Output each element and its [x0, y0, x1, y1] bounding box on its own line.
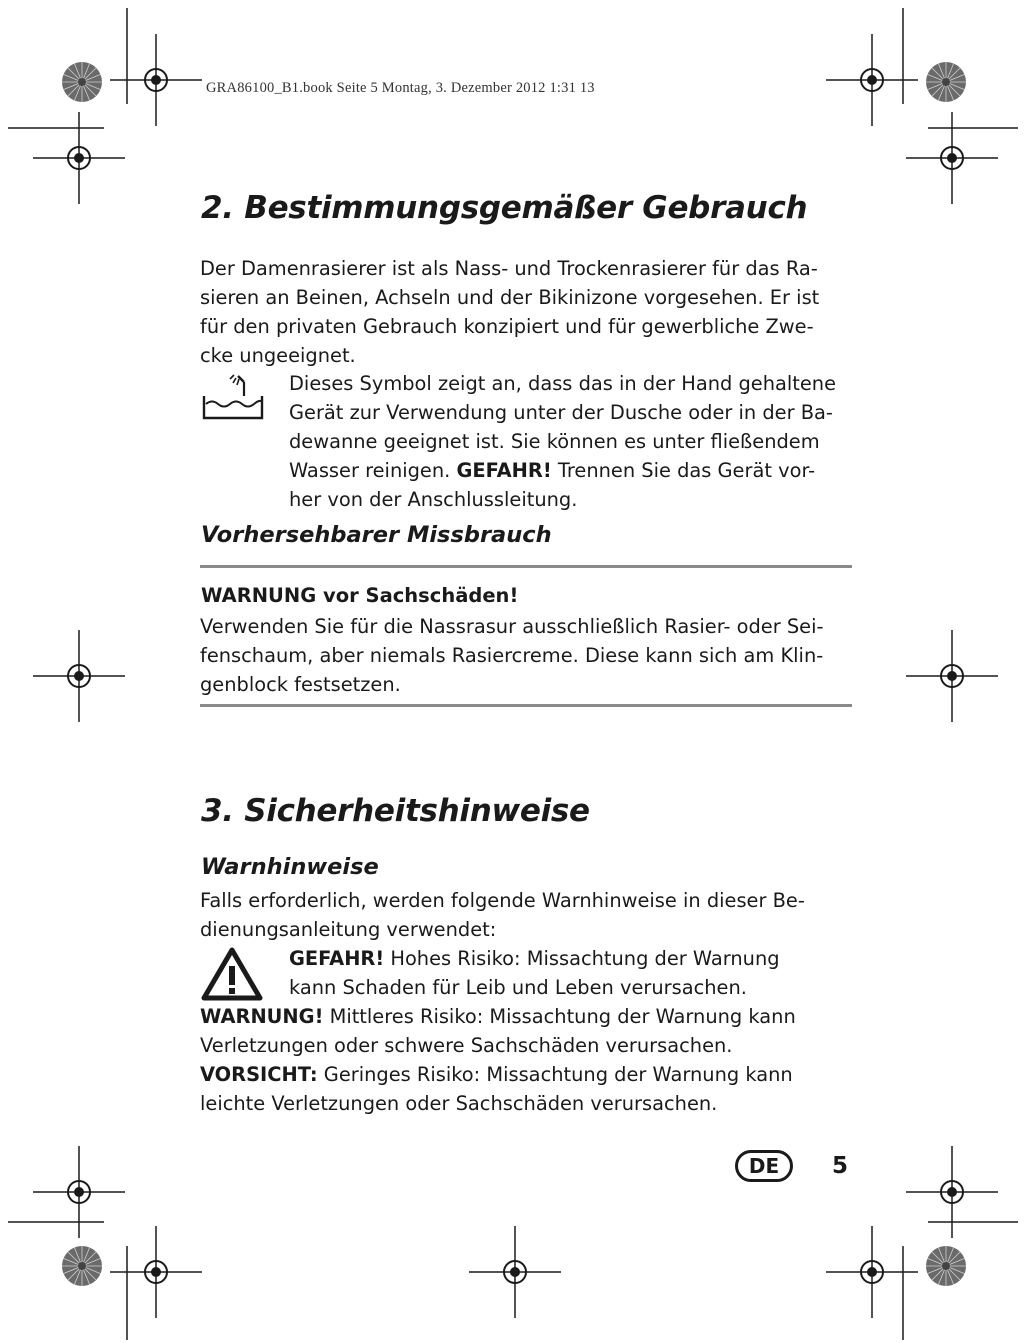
section-2-title: 2. Bestimmungsgemäßer Gebrauch: [201, 190, 808, 226]
section-3-title: 3. Sicherheitshinweise: [201, 793, 590, 829]
warning-label: WARNUNG!: [200, 1005, 324, 1028]
color-target-icon-br: [926, 1246, 966, 1286]
page-number: 5: [832, 1153, 849, 1179]
warning-triangle-icon: [200, 946, 264, 1002]
warning-property-title: WARNUNG vor Sachschäden!: [201, 584, 519, 607]
danger-definition: GEFAHR! Hohes Risiko: Missachtung der Warnung kann Schaden für Leib und Leben verursachen.: [289, 947, 780, 999]
warning-caution-definitions: WARNUNG! Mittleres Risiko: Missachtung der Warnung kann Verletzungen oder schwere Sachschäden verursachen. VORSICHT: Geringes Risiko: Missachtung der Warnung kann leichte Verletzungen oder Sachschäden verursachen.: [200, 1005, 796, 1115]
misuse-title: Vorhersehbarer Missbrauch: [201, 522, 552, 548]
warning-property-text: Verwenden Sie für die Nassrasur ausschließlich Rasier- oder Sei- fenschaum, aber niemals Rasiercreme. Diese kann sich am Klin- genblock festsetzen.: [200, 615, 824, 696]
color-target-icon-tl: [62, 62, 102, 102]
symbol-description: Dieses Symbol zeigt an, dass das in der Hand gehaltene Gerät zur Verwendung unter der Dusche oder in der Ba- dewanne geeignet ist. Sie können es unter fließendem Wasser reinigen. GEFAHR! Trennen Sie das Gerät vor- her von der Anschlussleitung.: [289, 372, 837, 511]
danger-inline-label: GEFAHR!: [456, 459, 552, 482]
section-2-intro: Der Damenrasierer ist als Nass- und Trockenrasierer für das Ra- sieren an Beinen, Achseln und der Bikinizone vorgesehen. Er ist für den privaten Gebrauch konzipiert und für gewerbliche Zwe- cke ungeeignet.: [200, 257, 820, 367]
warnhinweise-title: Warnhinweise: [201, 854, 379, 880]
print-info-header: GRA86100_B1.book Seite 5 Montag, 3. Dezember 2012 1:31 13: [206, 80, 595, 96]
divider-bottom: [200, 704, 852, 707]
color-target-icon-tr: [926, 62, 966, 102]
danger-label: GEFAHR!: [289, 947, 385, 970]
caution-label: VORSICHT:: [200, 1063, 318, 1086]
language-badge: DE: [735, 1150, 793, 1182]
shower-bath-icon: [200, 372, 268, 424]
divider-top: [200, 565, 852, 568]
color-target-icon-bl: [62, 1246, 102, 1286]
section-3-intro: Falls erforderlich, werden folgende Warnhinweise in dieser Be- dienungsanleitung verwendet:: [200, 889, 805, 941]
